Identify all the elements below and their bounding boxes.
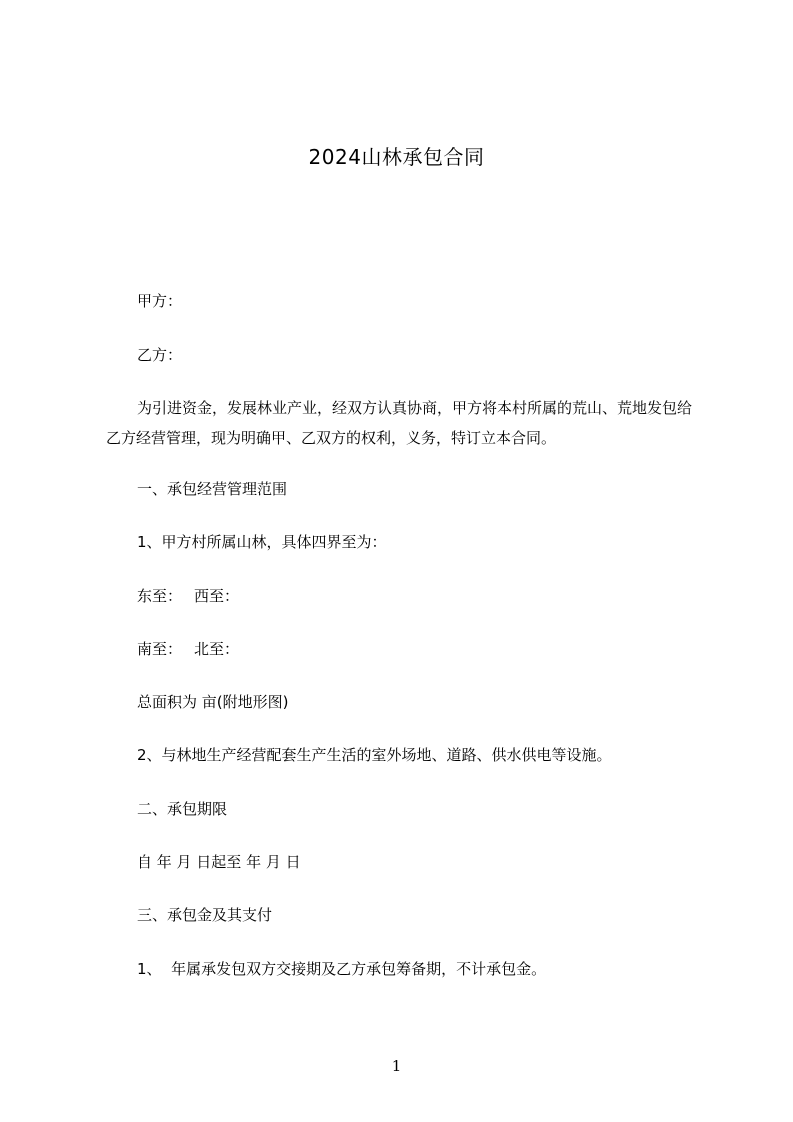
section-2-heading: 二、承包期限 <box>137 800 228 818</box>
party-a-line: 甲方： <box>137 292 183 310</box>
intro-paragraph: 为引进资金，发展林业产业，经双方认真协商，甲方将本村所属的荒山、荒地发包给乙方经营管理，现为明确甲、乙双方的权利，义务，特订立本合同。 <box>106 399 693 447</box>
east-boundary-label: 东至： <box>137 587 183 605</box>
page-number: 1 <box>391 1057 402 1075</box>
item-1-boundaries: 1、甲方村所属山林，具体四界至为： <box>137 533 387 551</box>
section-1-heading: 一、承包经营管理范围 <box>137 480 288 498</box>
item-3-1-line: 1、 年属承发包双方交接期及乙方承包筹备期，不计承包金。 <box>137 960 547 978</box>
total-area-line: 总面积为 亩(附地形图) <box>137 693 289 711</box>
west-boundary-label: 西至： <box>194 587 240 605</box>
east-west-boundary-line <box>137 586 239 606</box>
item-2-facilities: 2、与林地生产经营配套生产生活的室外场地、道路、供水供电等设施。 <box>137 746 612 764</box>
term-line: 自 年 月 日起至 年 月 日 <box>137 853 301 871</box>
north-boundary-label: 北至： <box>194 640 240 658</box>
section-3-heading: 三、承包金及其支付 <box>137 906 273 924</box>
document-title: 2024山林承包合同 <box>308 145 485 169</box>
south-north-boundary-line <box>137 639 239 659</box>
party-b-line: 乙方： <box>137 346 183 364</box>
south-boundary-label: 南至： <box>137 640 183 658</box>
